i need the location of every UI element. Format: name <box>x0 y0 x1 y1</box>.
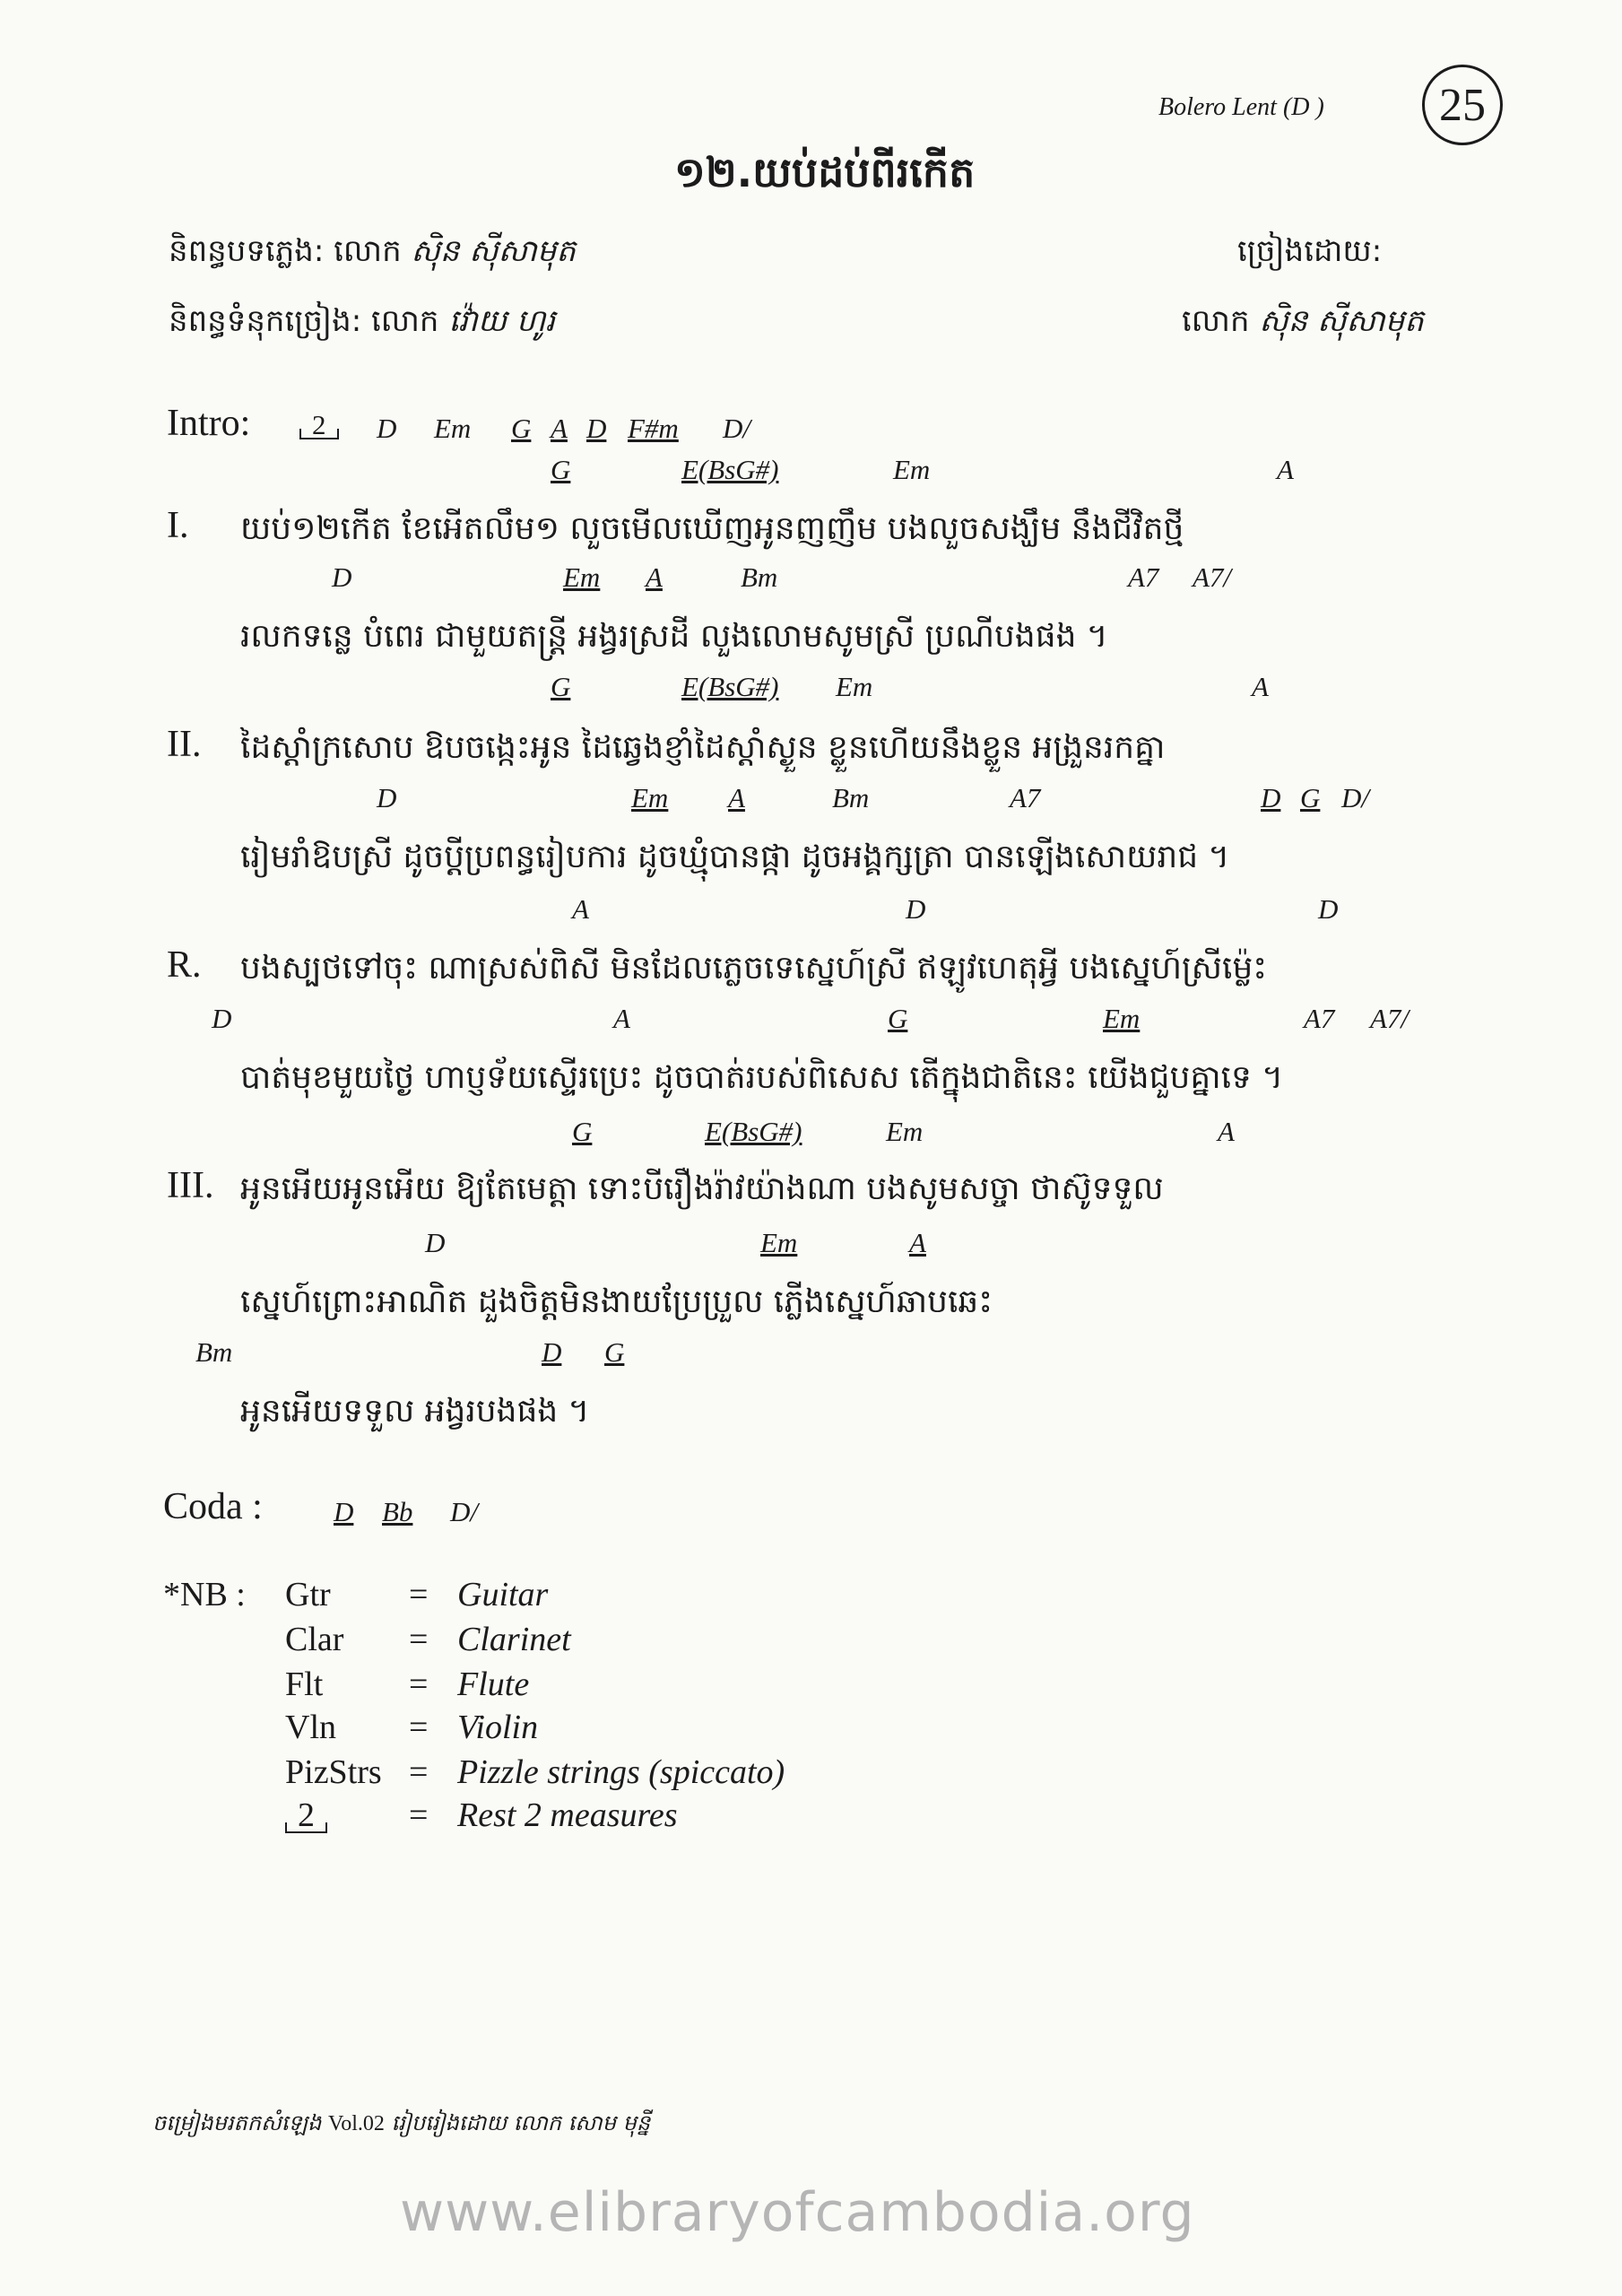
chord: A <box>1277 454 1294 485</box>
chord: Em <box>760 1227 798 1258</box>
sung-by-label: ច្រៀងដោយ: <box>1237 233 1383 269</box>
note-def: Clarinet <box>457 1621 571 1658</box>
intro-chord: D <box>377 413 397 444</box>
lyric-line: បាត់មុខមួយថ្ងៃ ហាប្ញទ័យស្ទើរប្រេះ ដូចបាត់របស់ពិសេស តើក្នុងជាតិនេះ យើងជួបគ្នាទេ ។ <box>240 1059 1284 1096</box>
intro-label: Intro: <box>167 403 251 444</box>
note-eq: = <box>409 1665 429 1703</box>
lyrics-name: វ៉ោយ ហូរ <box>448 303 556 339</box>
note-abbr: Flt <box>285 1665 324 1703</box>
chord: Em <box>893 454 931 485</box>
footer-vol: Vol.02 <box>327 2112 385 2135</box>
chord: A <box>613 1003 630 1034</box>
note-abbr: PizStrs <box>285 1753 382 1791</box>
chord: A <box>572 893 589 925</box>
chord: G <box>572 1116 593 1147</box>
chord: A <box>646 561 663 593</box>
note-def: Guitar <box>457 1576 549 1613</box>
chord: D <box>1261 782 1281 813</box>
chord: A7 <box>1128 561 1159 593</box>
chord: E(BsG#) <box>681 671 779 702</box>
chord: A <box>728 782 745 813</box>
rest-count: 2 <box>312 409 326 440</box>
page-number-text: 25 <box>1439 79 1486 131</box>
rest-count: 2 <box>298 1796 315 1834</box>
intro-chord: D/ <box>723 413 750 444</box>
lyrics-composer <box>169 301 555 346</box>
note-def: Rest 2 measures <box>457 1796 678 1834</box>
chord: Em <box>1103 1003 1141 1034</box>
intro-chord: Em <box>434 413 472 444</box>
note-eq: = <box>409 1753 429 1791</box>
chord: D/ <box>1341 782 1369 813</box>
watermark: www.elibraryofcambodia.org <box>400 2181 1195 2244</box>
chord: G <box>551 454 571 485</box>
note-abbr-rest <box>285 1796 327 1835</box>
note-eq: = <box>409 1621 429 1658</box>
lyric-line: ដៃស្ដាំក្រសោប ឱបចង្កេះអូន ដៃឆ្វេងខ្ញាំដៃស្ដាំស្ងួន ខ្លួនហើយនឹងខ្លួន អង្រួនរកគ្នា <box>240 729 1166 766</box>
chord: Em <box>836 671 873 702</box>
chord: A <box>909 1227 926 1258</box>
chord: G <box>888 1003 908 1034</box>
music-label: និពន្ធបទភ្លេង: លោក <box>169 233 402 269</box>
intro-chord: G <box>511 413 532 444</box>
lyric-line: រៀមរាំឱបស្រី ដូចប្ដីប្រពន្ធរៀបការ ដូចឃ្មុំបានផ្កា ដូចអង្គក្សត្រា បានឡើងសោយរាជ ។ <box>240 839 1230 875</box>
chord: Em <box>886 1116 924 1147</box>
chord: D <box>377 782 397 813</box>
lyric-line: អូនអើយទទួល អង្វរបងផង ។ <box>240 1393 590 1430</box>
chord: D <box>542 1336 562 1368</box>
music-composer <box>169 231 576 276</box>
singer-prefix: លោក <box>1182 303 1250 339</box>
chord: A7/ <box>1370 1003 1409 1034</box>
note-def: Pizzle strings (spiccato) <box>457 1753 785 1791</box>
chord: A7/ <box>1193 561 1232 593</box>
notes-label: *NB : <box>163 1576 246 1613</box>
note-eq: = <box>409 1709 429 1746</box>
section-label: I. <box>167 505 189 546</box>
chord: G <box>1300 782 1321 813</box>
coda-chord: D/ <box>450 1496 478 1527</box>
footer-book: ចម្រៀងមរតកសំឡេង <box>152 2110 322 2135</box>
singer <box>1182 301 1424 346</box>
chord: G <box>551 671 571 702</box>
footer-compiled: រៀបរៀងដោយ លោក សោម មុន្នី <box>391 2110 651 2135</box>
chord: Bm <box>741 561 778 593</box>
coda-label: Coda : <box>163 1486 263 1527</box>
chord: D <box>906 893 926 925</box>
lyric-line: យប់១២កើត ខែអើតលឹម១ លួចមើលឃើញអូនញញឹម បងលួចសង្ឃឹម នឹងជីវិតថ្មី <box>240 510 1184 547</box>
chord: A <box>1218 1116 1235 1147</box>
note-def: Violin <box>457 1709 539 1746</box>
intro-rest <box>299 409 339 441</box>
page-number <box>1422 65 1503 145</box>
chord: Bm <box>832 782 870 813</box>
note-abbr: Clar <box>285 1621 344 1658</box>
style-tempo: Bolero Lent (D ) <box>1158 93 1324 121</box>
coda-chord: Bb <box>382 1496 413 1527</box>
chord: G <box>604 1336 625 1368</box>
lyric-line: ស្នេហ៍ព្រោះអាណិត ដួងចិត្តមិនងាយប្រែប្រួល ភ្លើងស្នេហ៍ឆាបឆេះ <box>240 1283 993 1320</box>
chord: D <box>425 1227 446 1258</box>
rest-mark <box>299 409 339 441</box>
intro-chord: A <box>551 413 568 444</box>
lyric-line: រលកទន្លេ បំពេរ ជាមួយតន្ត្រី អង្វរស្រដី លួងលោមសូមស្រី ប្រណីបងផង ។ <box>240 618 1108 655</box>
section-label: II. <box>167 724 202 765</box>
chord: Bm <box>195 1336 233 1368</box>
chord: A <box>1252 671 1269 702</box>
chord: D <box>212 1003 232 1034</box>
music-name: ស៊ិន ស៊ីសាមុត <box>411 233 576 269</box>
note-eq: = <box>409 1796 429 1834</box>
lyric-line: បងស្បថទៅចុះ ណាស្រស់ពិសី មិនដែលភ្លេចទេស្នេហ៍ស្រី ឥឡូវហេតុអ្វី បងស្នេហ៍ស្រីម្ល៉េះ <box>240 950 1268 987</box>
note-def: Flute <box>457 1665 530 1703</box>
rest-mark <box>285 1796 327 1835</box>
note-eq: = <box>409 1576 429 1613</box>
section-label: III. <box>167 1165 214 1206</box>
chord: Em <box>631 782 669 813</box>
intro-chord: F#m <box>628 413 679 444</box>
note-abbr: Vln <box>285 1709 336 1746</box>
chord: D <box>332 561 352 593</box>
chord: E(BsG#) <box>705 1116 802 1147</box>
singer-name: ស៊ិន ស៊ីសាមុត <box>1259 303 1424 339</box>
chord: A7 <box>1304 1003 1335 1034</box>
chord: E(BsG#) <box>681 454 779 485</box>
section-label: R. <box>167 944 202 986</box>
note-abbr: Gtr <box>285 1576 331 1613</box>
chord: Em <box>563 561 601 593</box>
chord: D <box>1318 893 1339 925</box>
intro-chord: D <box>586 413 607 444</box>
lyrics-label: និពន្ធទំនុកច្រៀង: លោក <box>169 303 439 339</box>
coda-chord: D <box>334 1496 354 1527</box>
chord: A7 <box>1010 782 1041 813</box>
lyric-line: អូនអើយអូនអើយ ឱ្យតែមេត្តា ទោះបីរឿងរ៉ាវយ៉ាងណា បងសូមសច្ចា ថាស៊ូទទួល <box>240 1170 1164 1207</box>
footer <box>152 2109 650 2141</box>
song-title: ១២.យប់ដប់ពីរកើត <box>674 148 976 196</box>
